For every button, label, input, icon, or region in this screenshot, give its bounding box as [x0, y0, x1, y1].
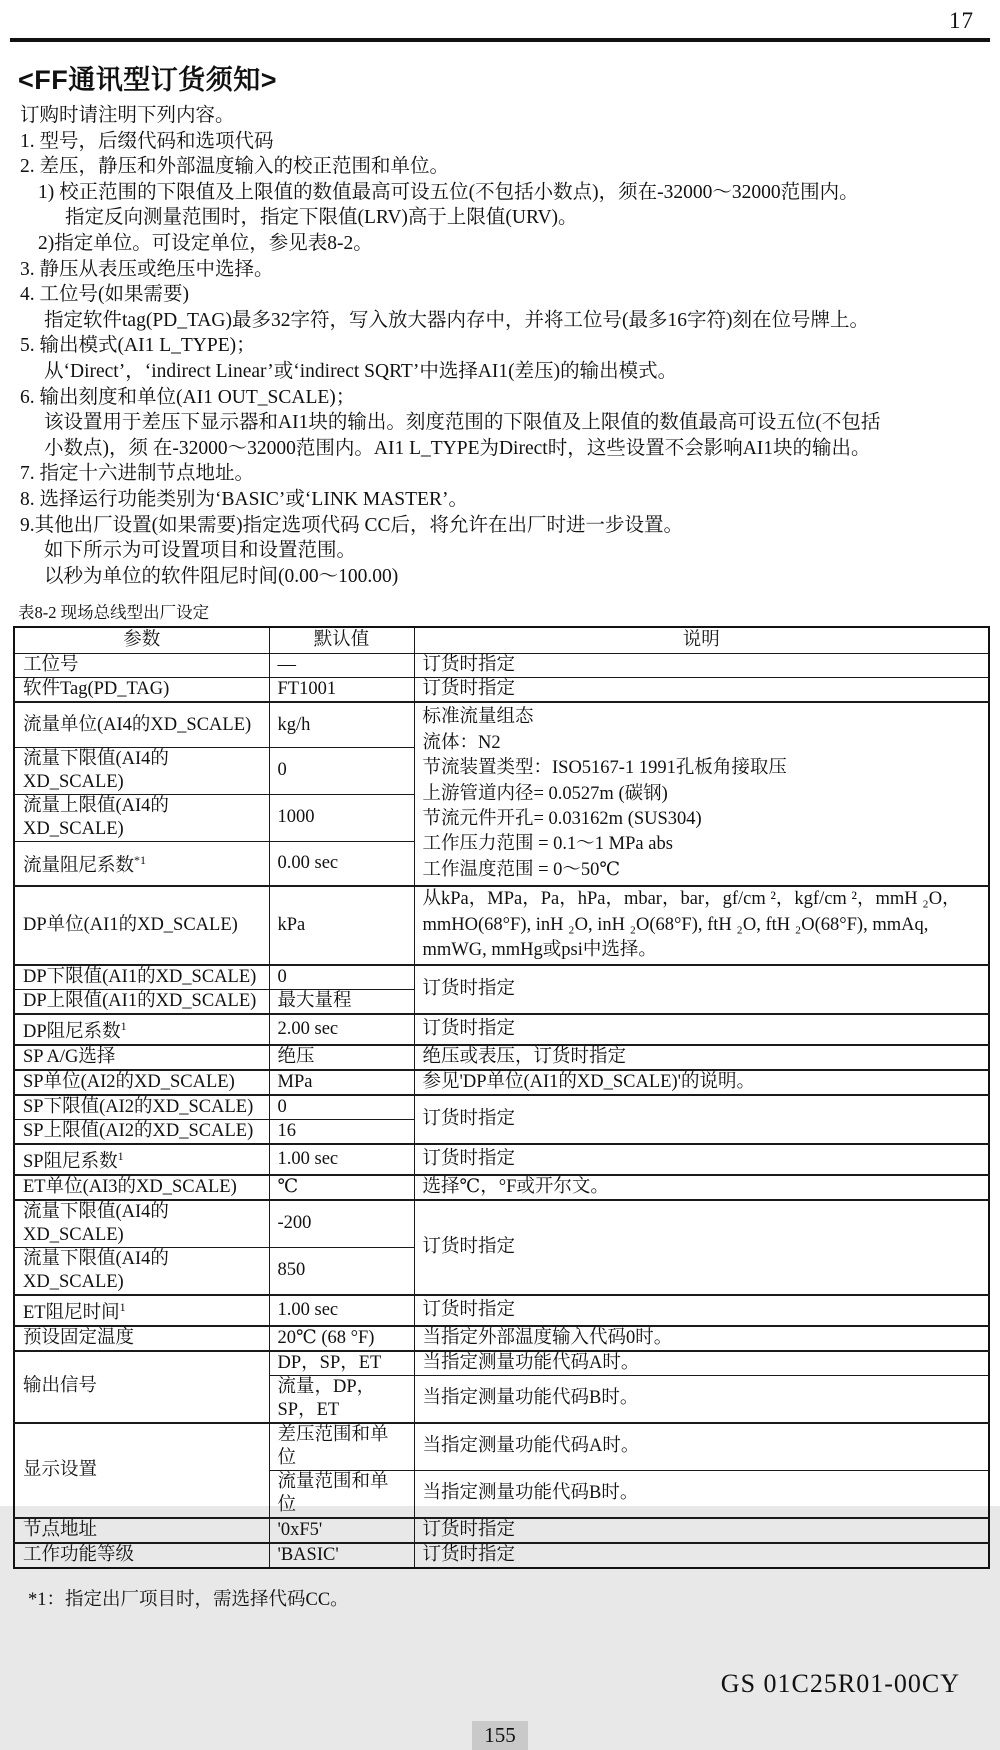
param-cell: 流量下限值(AI4的XD_SCALE): [14, 1247, 269, 1295]
list-item: 3. 静压从表压或绝压中选择。: [20, 258, 274, 280]
default-cell: -200: [269, 1200, 414, 1248]
table-row: [14, 1144, 989, 1175]
footnote-marker: 1: [120, 1018, 127, 1033]
param-cell: SP上限值(AI2的XD_SCALE): [14, 1119, 269, 1144]
desc-cell: 订货时指定: [414, 1095, 989, 1144]
table-row: [14, 1326, 989, 1351]
table-row: [14, 678, 989, 703]
default-cell: kPa: [269, 886, 414, 964]
list-subitem-continuation: 指定反向测量范围时，指定下限值(LRV)高于上限值(URV)。: [65, 207, 578, 229]
desc-cell: 当指定测量功能代码B时。: [414, 1375, 989, 1423]
param-cell: 流量单位(AI4的XD_SCALE): [14, 702, 269, 747]
param-cell: ET单位(AI3的XD_SCALE): [14, 1175, 269, 1200]
default-cell: 1.00 sec: [269, 1295, 414, 1326]
param-cell: 节点地址: [14, 1518, 269, 1543]
table-row: [14, 1200, 989, 1248]
list-item-continuation: 从‘Direct’，‘indirect Linear’或‘indirect SQRT’中选择AI1(差压)的输出模式。: [44, 360, 678, 382]
desc-line: 节流元件开孔= 0.03162m (SUS304): [422, 808, 702, 829]
table-row: [14, 654, 989, 678]
desc-cell: 订货时指定: [414, 678, 989, 703]
param-cell: DP上限值(AI1的XD_SCALE): [14, 989, 269, 1014]
ordering-instructions: [13, 103, 986, 589]
table-row: [14, 1045, 989, 1070]
default-cell: 1.00 sec: [269, 1144, 414, 1175]
desc-cell: 当指定测量功能代码A时。: [414, 1351, 989, 1376]
param-cell: 流量上限值(AI4的XD_SCALE): [14, 794, 269, 841]
desc-cell: 从kPa，MPa，Pa，hPa，mbar，bar，gf/cm ²，kgf/cm ²，mmH ₂O，mmHO(68°F), inH ₂O, inH ₂O(68°F), ftH ₂O, ftH ₂O(68°F), mmAq, mmWG, mmHg或psi中选择。: [414, 886, 989, 964]
list-item: 6. 输出刻度和单位(AI1 OUT_SCALE)；: [20, 386, 356, 408]
document-number: GS 01C25R01-00CY: [720, 1668, 960, 1698]
table-row: [14, 1423, 989, 1471]
default-cell: 流量，DP，SP，ET: [269, 1375, 414, 1423]
desc-line: 标准流量组态: [422, 707, 534, 728]
desc-cell: 订货时指定: [414, 1518, 989, 1543]
desc-cell: 订货时指定: [414, 1200, 989, 1295]
desc-line: 上游管道内径= 0.0527m (碳钢): [422, 783, 668, 804]
param-cell: 流量阻尼系数$^{*1}$: [14, 841, 269, 886]
default-cell: 'BASIC': [269, 1543, 414, 1568]
default-cell: FT1001: [269, 678, 414, 703]
list-item-continuation: 小数点)，须 在-32000～32000范围内。AI1 L_TYPE为Direct时，这些设置不会影响AI1块的输出。: [44, 437, 871, 459]
desc-line: 流体：N2: [422, 732, 501, 753]
param-cell: SP阻尼系数$^1$: [14, 1144, 269, 1175]
list-item: 5. 输出模式(AI1 L_TYPE)；: [20, 335, 256, 357]
default-cell: 2.00 sec: [269, 1014, 414, 1045]
list-item-continuation: 以秒为单位的软件阻尼时间(0.00～100.00): [44, 565, 399, 587]
param-cell: SP A/G选择: [14, 1045, 269, 1070]
table-row: [14, 886, 989, 964]
table-row: [14, 1518, 989, 1543]
default-cell: 850: [269, 1247, 414, 1295]
table-row: [14, 1543, 989, 1568]
list-item: 4. 工位号(如果需要): [20, 284, 189, 306]
param-cell: 工位号: [14, 654, 269, 678]
param-cell: 软件Tag(PD_TAG): [14, 678, 269, 703]
desc-line: 节流装置类型：ISO5167-1 1991孔板角接取压: [422, 758, 787, 779]
list-subitem: 1) 校正范围的下限值及上限值的数值最高可设五位(不包括小数点)，须在-32000～32000范围内。: [38, 181, 859, 203]
default-cell: 0: [269, 747, 414, 794]
intro-line: 订购时请注明下列内容。: [20, 105, 235, 126]
default-cell: 0.00 sec: [269, 841, 414, 886]
list-item-continuation: 该设置用于差压下显示器和AI1块的输出。刻度范围的下限值及上限值的数值最高可设五位(不包括: [44, 412, 881, 434]
table-header-row: [14, 627, 989, 654]
desc-cell: 订货时指定: [414, 1144, 989, 1175]
default-cell: 最大量程: [269, 989, 414, 1014]
footnote-marker: 1: [119, 1299, 126, 1314]
default-cell: 0: [269, 1095, 414, 1120]
list-item: 9.其他出厂设置(如果需要)指定选项代码 CC后，将允许在出厂时进一步设置。: [20, 514, 684, 536]
default-cell: 差压范围和单位: [269, 1423, 414, 1471]
list-item: 2. 差压，静压和外部温度输入的校正范围和单位。: [20, 156, 450, 178]
default-cell: MPa: [269, 1070, 414, 1095]
bottom-page-number-value: 155: [472, 1721, 528, 1750]
header-description: 说明: [414, 627, 989, 654]
param-cell: DP下限值(AI1的XD_SCALE): [14, 965, 269, 990]
default-cell: —: [269, 654, 414, 678]
param-cell: ET阻尼时间$^1$: [14, 1295, 269, 1326]
default-cell: 绝压: [269, 1045, 414, 1070]
param-cell: 流量下限值(AI4的XD_SCALE): [14, 1200, 269, 1248]
desc-cell: 订货时指定: [414, 654, 989, 678]
table-caption: 表8-2 现场总线型出厂设定: [18, 603, 210, 623]
footnote-marker: *1: [134, 852, 147, 867]
header-default: 默认值: [269, 627, 414, 654]
list-subitem: 2)指定单位。可设定单位，参见表8-2。: [38, 232, 373, 254]
default-cell: '0xF5': [269, 1518, 414, 1543]
default-cell: 0: [269, 965, 414, 990]
desc-cell: 选择℃，°F或开尔文。: [414, 1175, 989, 1200]
param-cell: 流量下限值(AI4的XD_SCALE): [14, 747, 269, 794]
table-row: [14, 1014, 989, 1045]
param-cell: DP阻尼系数$^1$: [14, 1014, 269, 1045]
default-cell: 流量范围和单位: [269, 1470, 414, 1518]
list-item-continuation: 指定软件tag(PD_TAG)最多32字符，写入放大器内存中，并将工位号(最多16字符)刻在位号牌上。: [44, 309, 869, 331]
table-row: [14, 1070, 989, 1095]
table-row: [14, 702, 989, 747]
default-cell: DP，SP，ET: [269, 1351, 414, 1376]
factory-settings-table: [13, 626, 990, 1569]
param-cell: DP单位(AI1的XD_SCALE): [14, 886, 269, 964]
top-page-number: 17: [949, 8, 974, 33]
list-item: 1. 型号，后缀代码和选项代码: [20, 130, 274, 152]
table-row: [14, 965, 989, 990]
param-cell: 预设固定温度: [14, 1326, 269, 1351]
desc-cell: 参见'DP单位(AI1的XD_SCALE)'的说明。: [414, 1070, 989, 1095]
desc-cell: 当指定测量功能代码B时。: [414, 1470, 989, 1518]
default-cell: kg/h: [269, 702, 414, 747]
param-cell: SP下限值(AI2的XD_SCALE): [14, 1095, 269, 1120]
desc-cell: 订货时指定: [414, 1014, 989, 1045]
default-cell: ℃: [269, 1175, 414, 1200]
table-row: [14, 1295, 989, 1326]
list-item-continuation: 如下所示为可设置项目和设置范围。: [44, 540, 357, 562]
table-row: [14, 1175, 989, 1200]
desc-cell: 当指定外部温度输入代码0时。: [414, 1326, 989, 1351]
header-parameter: 参数: [14, 627, 269, 654]
list-item: 8. 选择运行功能类别为‘BASIC’或‘LINK MASTER’。: [20, 488, 468, 510]
bottom-page-number: [0, 1721, 1000, 1750]
default-cell: 20℃ (68 °F): [269, 1326, 414, 1351]
footnote-marker: 1: [117, 1148, 124, 1163]
desc-cell: 当指定测量功能代码A时。: [414, 1423, 989, 1471]
default-cell: 1000: [269, 794, 414, 841]
desc-line: 工作温度范围 = 0～50℃: [422, 859, 621, 880]
list-item: 7. 指定十六进制节点地址。: [20, 463, 255, 485]
param-cell: 工作功能等级: [14, 1543, 269, 1568]
desc-cell: 绝压或表压，订货时指定: [414, 1045, 989, 1070]
header-rule: [10, 38, 990, 42]
desc-line: 工作压力范围 = 0.1～1 MPa abs: [422, 834, 673, 855]
default-cell: 16: [269, 1119, 414, 1144]
param-cell: 输出信号: [14, 1351, 269, 1423]
desc-cell: 订货时指定: [414, 1295, 989, 1326]
desc-cell: 订货时指定: [414, 1543, 989, 1568]
param-cell: SP单位(AI2的XD_SCALE): [14, 1070, 269, 1095]
desc-cell: 订货时指定: [414, 965, 989, 1014]
param-cell: 显示设置: [14, 1423, 269, 1518]
table-footnote: *1：指定出厂项目时，需选择代码CC。: [28, 1589, 349, 1610]
desc-cell-flow-config: [414, 702, 989, 886]
table-row: [14, 1095, 989, 1120]
table-row: [14, 1351, 989, 1376]
page-title: <FF通讯型订货须知>: [18, 65, 278, 95]
